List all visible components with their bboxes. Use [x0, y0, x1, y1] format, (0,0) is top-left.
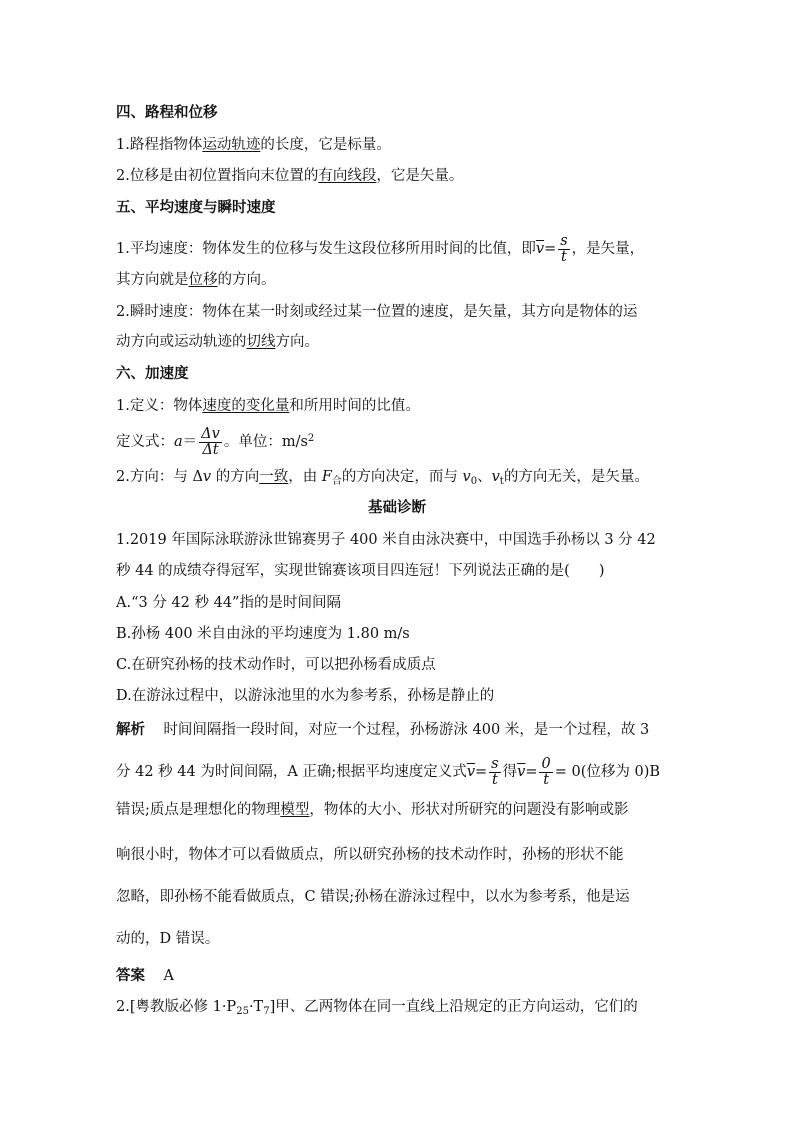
subscript: 合: [331, 476, 342, 487]
denominator: t: [543, 771, 550, 788]
fraction: [199, 427, 222, 458]
text: 错误;质点是理想化的物理: [116, 802, 281, 818]
s6-paragraph-3: [116, 467, 649, 492]
denominator: Δt: [202, 441, 219, 458]
text: 方向。: [275, 334, 319, 350]
s5-paragraph-2: 2.瞬时速度：物体在某一时刻或经过某一位置的速度，是矢量，其方向是物体的运: [116, 304, 638, 320]
s6-formula-line: [116, 421, 314, 460]
underlined-term: 速度的变化量: [202, 398, 290, 414]
text: = 0(位移为 0)B: [554, 764, 661, 780]
s5-paragraph-1: [116, 232, 644, 266]
s6-paragraph-1: [116, 396, 420, 416]
question-2-line-1: [116, 997, 638, 1022]
section-6-title: 六、加速度: [116, 365, 189, 382]
option-d: D.在游泳过程中，以游泳池里的水为参考系，孙杨是静止的: [116, 688, 495, 704]
solution-line-2: [116, 754, 660, 790]
var-v-bar: $\overline{v}$: [535, 241, 545, 257]
text: 分 42 秒 44 为时间间隔，A 正确;根据平均速度定义式: [116, 764, 467, 780]
equals: =: [525, 764, 538, 780]
text: 定义式：: [116, 434, 174, 450]
underlined-term: 模型: [280, 802, 310, 818]
underlined-term: 位移: [188, 272, 218, 288]
question-1-line-1: 1.2019 年国际泳联游泳世锦赛男子 400 米自由泳决赛中，中国选手孙杨以 3 分 42: [116, 532, 656, 548]
var-v-bar: $\overline{v}$: [517, 764, 526, 780]
text: 和所用时间的比值。: [289, 398, 420, 414]
solution-label: 解析: [116, 721, 145, 738]
section-5-title: 五、平均速度与瞬时速度: [116, 199, 276, 216]
s5-paragraph-1b: [116, 270, 276, 290]
option-a: A.“3 分 42 秒 44”指的是时间间隔: [116, 595, 341, 611]
text: 其方向就是: [116, 272, 189, 288]
answer-value: A: [163, 968, 174, 984]
var-v0: v: [462, 469, 471, 485]
text: 得: [502, 764, 518, 780]
solution-line-5: 忽略，即孙杨不能看做质点，C 错误;孙杨在游泳过程中，以水为参考系，他是运: [116, 889, 630, 905]
text: 1.路程指物体: [116, 137, 203, 153]
unit-text: 。单位：m/s: [223, 434, 308, 450]
underlined-term: 运动轨迹: [202, 137, 261, 153]
s4-paragraph-2: [116, 166, 463, 186]
var-a: a: [174, 434, 183, 450]
text: ，由: [288, 469, 322, 485]
underlined-term: 一致: [259, 469, 289, 485]
answer-label: 答案: [116, 967, 145, 984]
text: ]甲、乙两物体在同一直线上沿规定的正方向运动，它们的: [269, 999, 638, 1015]
subscript: 25: [236, 1006, 249, 1017]
var-f: F: [321, 469, 332, 485]
text: ，是矢量，: [571, 241, 645, 257]
equals: =: [544, 241, 557, 257]
subscript: 0: [470, 476, 478, 487]
subscript: 7: [263, 1006, 270, 1017]
numerator: 0: [541, 755, 551, 772]
text: 的方向无关，是矢量。: [503, 469, 649, 485]
text: 2.方向：与 Δ: [116, 469, 203, 485]
text: 的方向: [211, 469, 260, 485]
s5-paragraph-2b: [116, 332, 319, 352]
fraction: [489, 757, 500, 788]
solution-line-1: [116, 720, 649, 740]
text: ·T: [248, 999, 264, 1015]
fraction: [539, 757, 552, 788]
denominator: t: [491, 771, 498, 788]
equals: =: [475, 764, 488, 780]
var-v: v: [202, 469, 212, 485]
solution-line-6: 动的，D 错误。: [116, 931, 220, 947]
question-1-line-2: 秒 44 的成绩夺得冠军，实现世锦赛该项目四连冠！下列说法正确的是( ): [116, 563, 605, 579]
underlined-term: 切线: [246, 334, 276, 350]
numerator: s: [560, 232, 568, 249]
superscript: 2: [307, 433, 315, 444]
answer-line: [116, 966, 174, 986]
text: ，物体的大小、形状对所研究的问题没有影响或影: [309, 802, 629, 818]
text: ，它是矢量。: [376, 168, 464, 184]
text: 、: [477, 469, 492, 485]
s4-paragraph-1: [116, 135, 391, 155]
subscript: t: [499, 476, 504, 487]
var-vt: v: [491, 469, 500, 485]
numerator: Δv: [201, 425, 220, 442]
text: 的长度，它是标量。: [260, 137, 391, 153]
option-c: C.在研究孙杨的技术动作时，可以把孙杨看成质点: [116, 657, 436, 673]
var-v-bar: $\overline{v}$: [466, 764, 476, 780]
solution-line-4: 响很小时，物体才可以看做质点，所以研究孙杨的技术动作时，孙杨的形状不能: [116, 847, 624, 863]
fraction: [558, 234, 569, 265]
numerator: s: [491, 755, 499, 772]
denominator: t: [561, 248, 567, 265]
text: 1.平均速度：物体发生的位移与发生这段位移所用时间的比值，即: [116, 241, 536, 257]
option-b: B.孙杨 400 米自由泳的平均速度为 1.80 m/s: [116, 626, 410, 642]
section-4-title: 四、路程和位移: [116, 104, 218, 121]
diagnosis-title: 基础诊断: [368, 499, 426, 516]
text: 的方向决定，而与: [341, 469, 463, 485]
underlined-term: 有向线段: [318, 168, 377, 184]
text: 2.[粤教版必修 1·P: [116, 999, 237, 1015]
equals: ＝: [182, 434, 198, 450]
text: 2.位移是由初位置指向末位置的: [116, 168, 319, 184]
text: 的方向。: [217, 272, 276, 288]
text: 动方向或运动轨迹的: [116, 334, 247, 350]
text: 1.定义：物体: [116, 398, 203, 414]
solution-line-3: [116, 800, 628, 820]
text: 时间间隔指一段时间，对应一个过程，孙杨游泳 400 米，是一个过程，故 3: [163, 722, 650, 738]
